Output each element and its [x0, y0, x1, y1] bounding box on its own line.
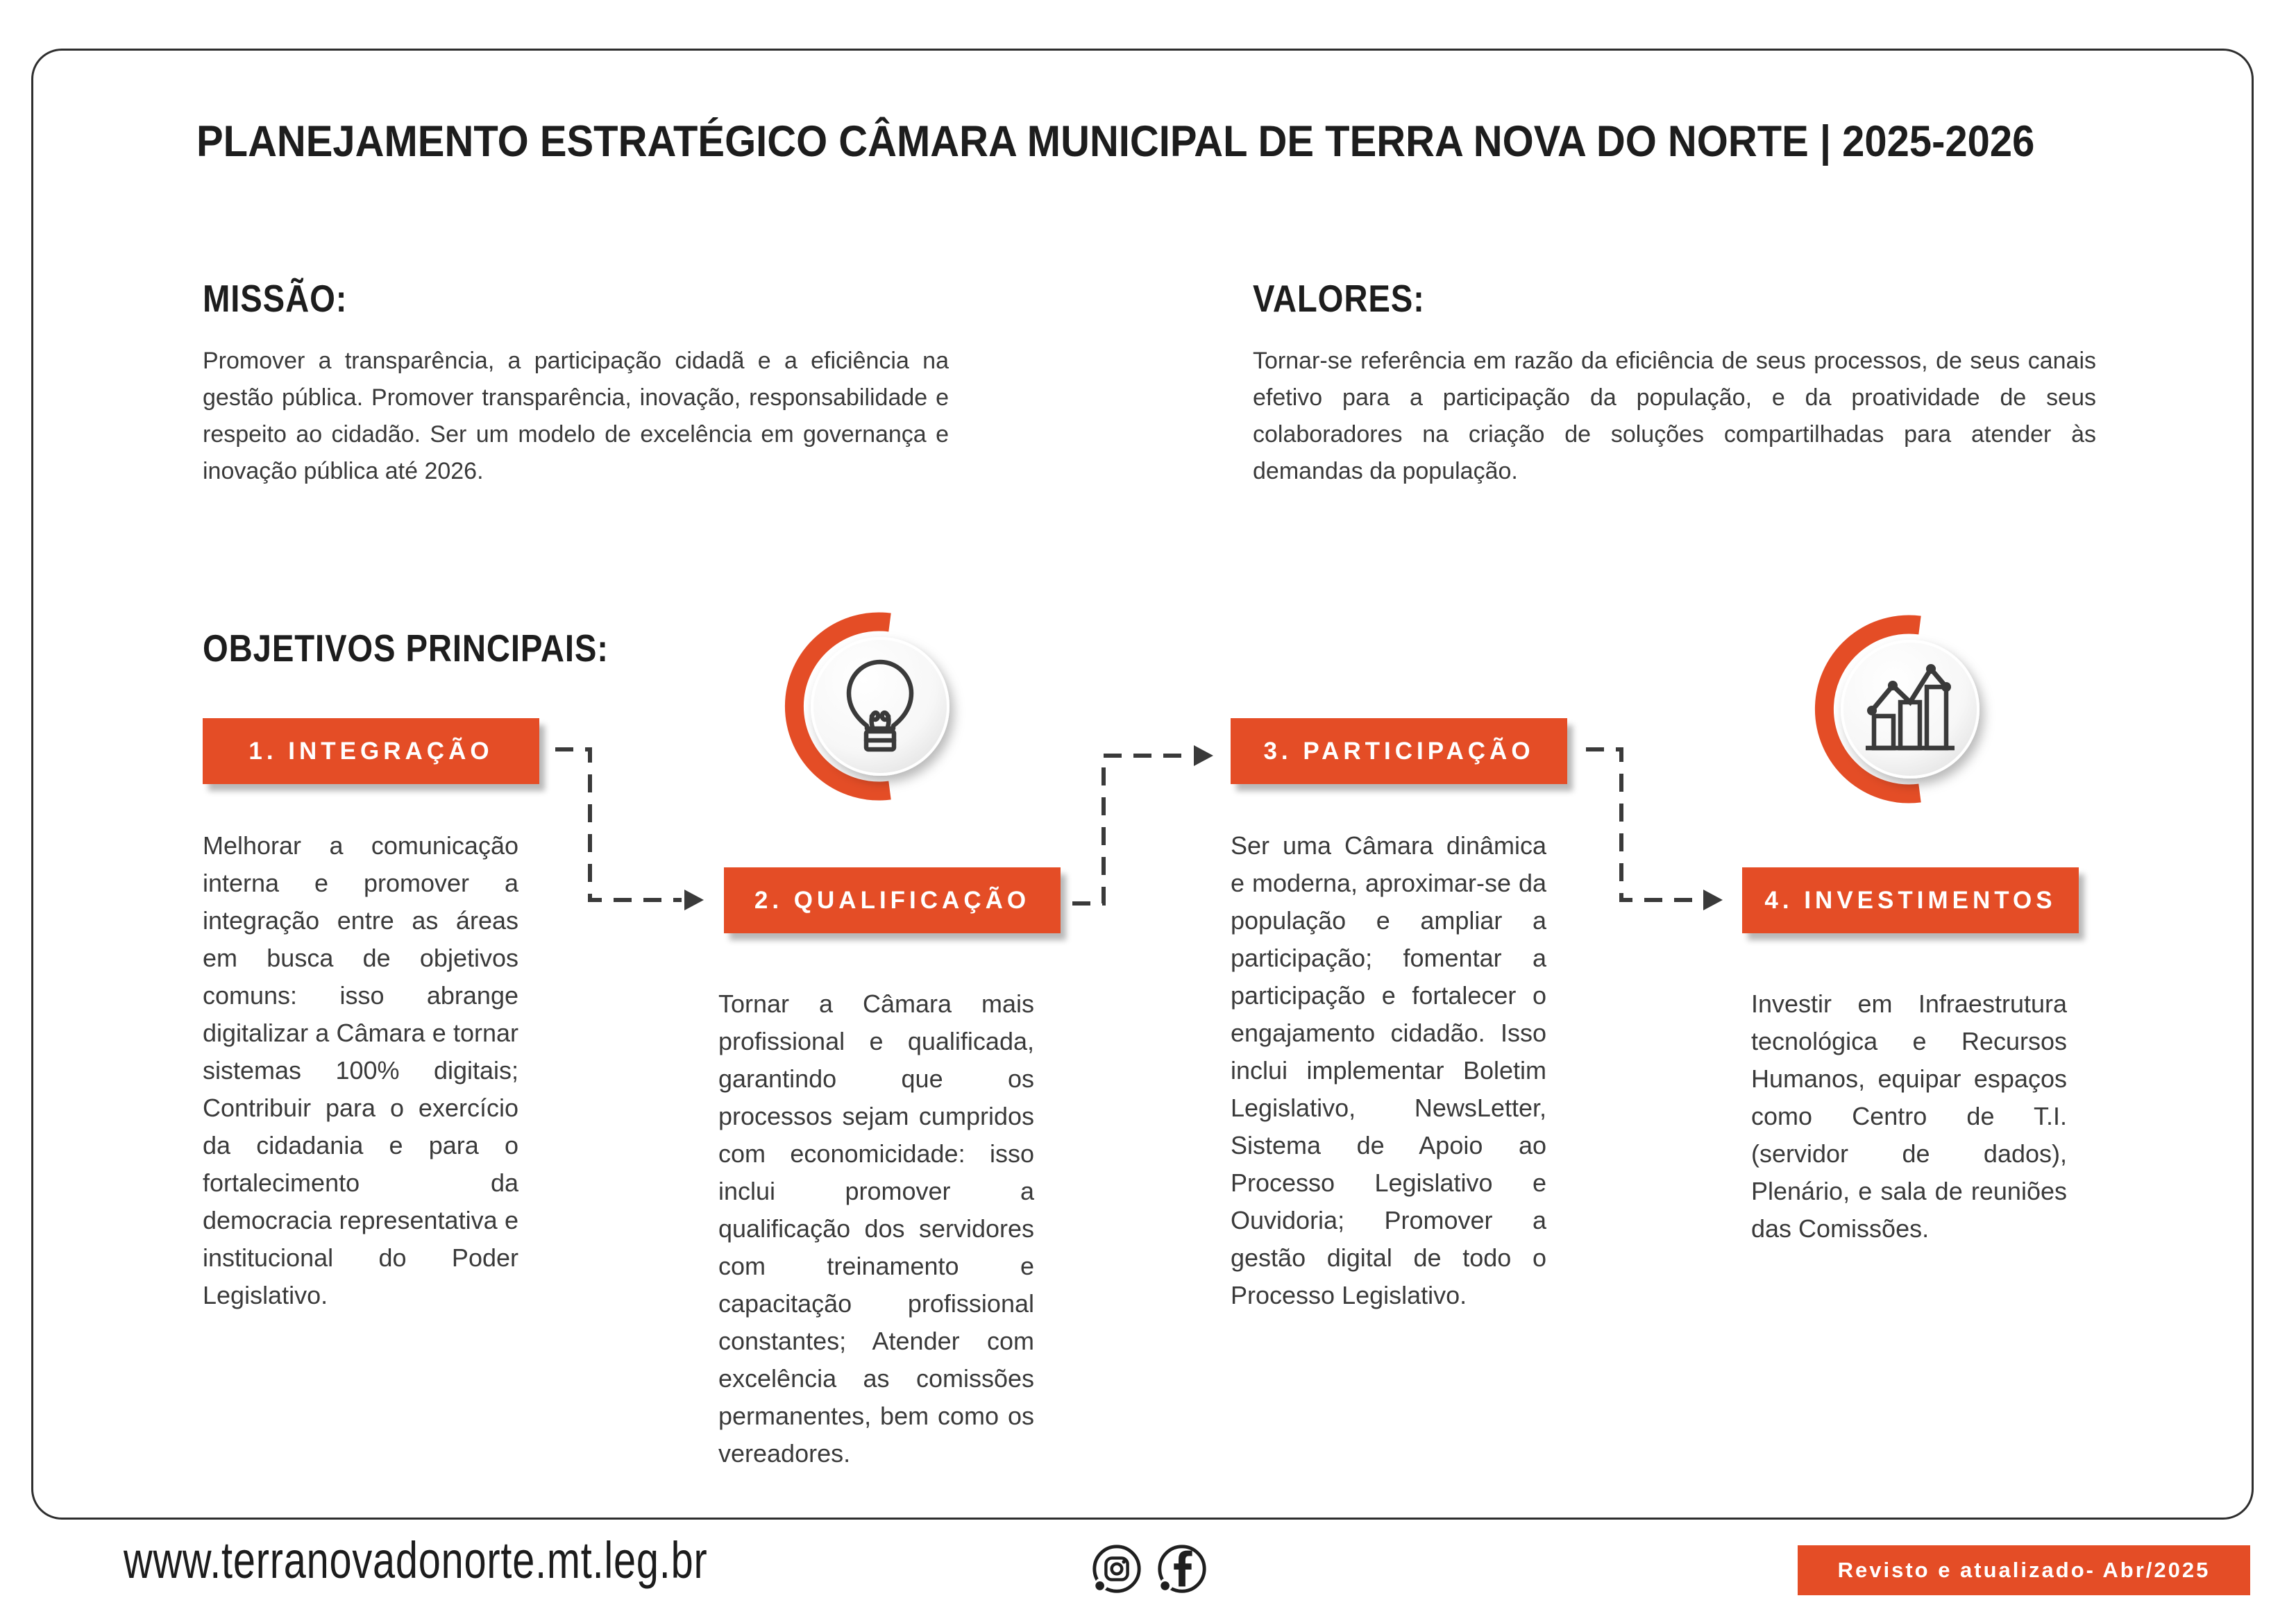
- objective-text-integracao: Melhorar a comunicação interna e promover a integração entre as áreas em busca de objetivos comuns: isso abrange digitalizar a Câmara e tornar sistemas 100% digitais; Contribuir para o exercício da cidadania e para o fortalecimento da democracia representativa e institucional do Poder Legislativo.: [203, 831, 518, 1309]
- objective-badge-label: 4. INVESTIMENTOS: [1764, 886, 2057, 914]
- objetivos-heading: OBJETIVOS PRINCIPAIS:: [203, 627, 609, 670]
- objective-badge-participacao: [1231, 718, 1567, 784]
- objective-badge-label: 2. QUALIFICAÇÃO: [754, 886, 1031, 914]
- objective-badge-label: 1. INTEGRAÇÃO: [248, 737, 493, 765]
- page-title: PLANEJAMENTO ESTRATÉGICO CÂMARA MUNICIPAL DE TERRA NOVA DO NORTE | 2025-2026: [196, 117, 2035, 166]
- missao-heading: MISSÃO:: [203, 277, 348, 320]
- objective-badge-investimentos: [1742, 867, 2079, 933]
- valores-text: Tornar-se referência em razão da eficiência de seus processos, de seus canais efetivo para a participação da população, e da proatividade de seus colaboradores na criação de soluções compartilhadas para atender às demandas da população.: [1253, 348, 2096, 485]
- missao-text: Promover a transparência, a participação cidadã e a eficiência na gestão pública. Promover transparência, inovação, responsabilidade e respeito ao cidadão. Ser um modelo de excelência em governança e inovação pública até 2026.: [203, 348, 949, 485]
- lightbulb-medallion: [776, 602, 984, 810]
- objective-badge-label: 3. PARTICIPAÇÃO: [1263, 737, 1535, 765]
- objective-text-qualificacao: Tornar a Câmara mais profissional e qualificada, garantindo que os processos sejam cumpridos com economicidade: isso inclui promover a qualificação dos servidores com treinamento e capacitação profissional constantes; Atender com excelência as comissões permanentes, bem como os vereadores.: [718, 989, 1034, 1468]
- chart-medallion: [1806, 605, 2014, 813]
- objective-badge-integracao: [203, 718, 539, 784]
- website-url: www.terranovadonorte.mt.leg.br: [124, 1531, 708, 1589]
- instagram-icon[interactable]: [1090, 1542, 1144, 1596]
- objective-text-participacao: Ser uma Câmara dinâmica e moderna, aproximar-se da população e ampliar a participação; fomentar a participação e fortalecer o engajamento cidadão. Isso inclui implementar Boletim Legislativo, NewsLetter, Sistema de Apoio ao Processo Legislativo e Ouvidoria; Promover a gestão digital de todo o Processo Legislativo.: [1231, 831, 1546, 1309]
- valores-heading: VALORES:: [1253, 277, 1425, 320]
- revision-badge: [1798, 1545, 2250, 1595]
- revision-badge-label: Revisto e atualizado- Abr/2025: [1837, 1558, 2211, 1582]
- facebook-icon[interactable]: [1155, 1542, 1209, 1596]
- objective-text-investimentos: Investir em Infraestrutura tecnológica e Recursos Humanos, equipar espaços como Centro de T.I. (servidor de dados), Plenário, e sala de reuniões das Comissões.: [1751, 989, 2067, 1243]
- objective-badge-qualificacao: [724, 867, 1061, 933]
